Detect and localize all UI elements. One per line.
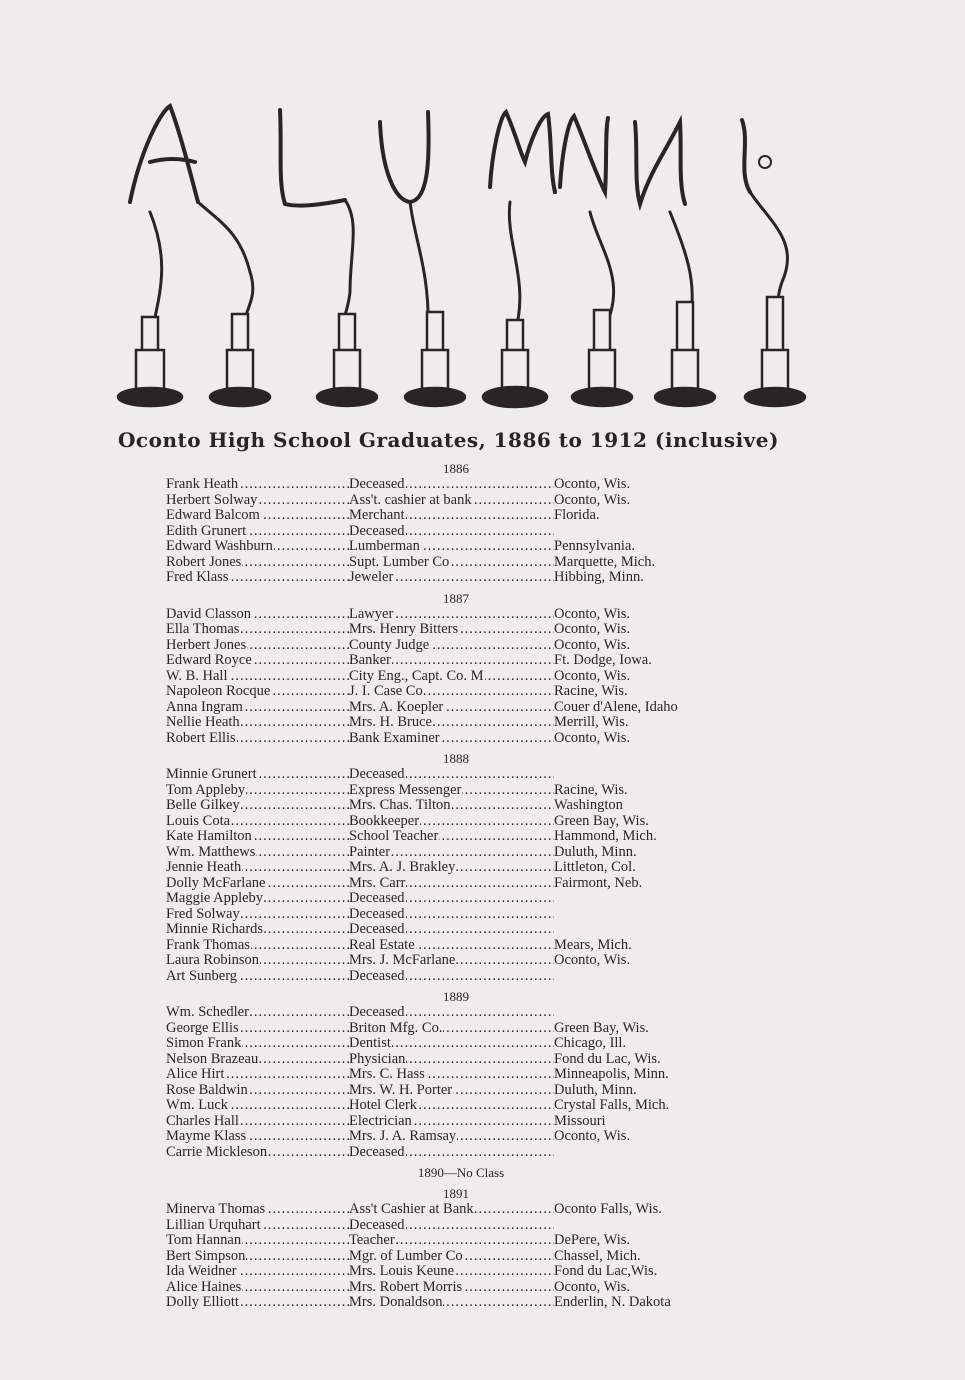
graduate-occupation: J. I. Case Co. ..... — [349, 684, 554, 700]
graduate-name: Laura Robinson ..... — [166, 953, 349, 969]
graduate-name: Ella Thomas ..... — [166, 622, 349, 638]
graduate-occupation: Lawyer ..... — [349, 607, 554, 623]
graduate-row — [166, 1052, 786, 1068]
graduate-name: Art Sunberg ..... — [166, 969, 349, 985]
graduate-occupation: Teacher ..... — [349, 1233, 554, 1249]
graduate-name: Belle Gilkey ..... — [166, 798, 349, 814]
graduate-name: Frank Thomas ..... — [166, 938, 349, 954]
graduate-name: Tom Hannan ..... — [166, 1233, 349, 1249]
class-year-heading: 1891 — [443, 1186, 469, 1201]
graduate-row — [166, 607, 786, 623]
graduate-name: Nellie Heath ..... — [166, 715, 349, 731]
graduate-occupation: Deceased ..... — [349, 477, 554, 493]
graduate-row — [166, 1249, 786, 1265]
graduate-name: Edith Grunert ..... — [166, 524, 349, 540]
graduate-occupation: Jeweler ..... — [349, 570, 554, 586]
graduate-location: Enderlin, N. Dakota — [554, 1295, 671, 1310]
graduate-occupation: Ass't. cashier at bank ..... — [349, 493, 554, 509]
graduate-occupation: Dentist ..... — [349, 1036, 554, 1052]
alumni-candles-illustration — [110, 92, 810, 422]
graduate-location: Oconto, Wis. — [554, 730, 631, 746]
graduate-name: Wm. Matthews ..... — [166, 845, 349, 861]
graduate-name: Dolly Elliott ..... — [166, 1295, 349, 1311]
graduate-location — [554, 969, 794, 985]
graduate-occupation: County Judge ..... — [349, 638, 554, 654]
graduate-location: Duluth, Minn. — [554, 1082, 637, 1098]
graduate-location: Oconto, Wis. — [554, 953, 631, 968]
graduate-name: Minerva Thomas ..... — [166, 1202, 349, 1218]
graduate-occupation: Deceased ..... — [349, 891, 554, 907]
graduate-occupation: Deceased ..... — [349, 969, 554, 985]
graduate-location: Racine, Wis. — [554, 782, 628, 798]
graduate-occupation: Banker ..... — [349, 653, 554, 669]
graduate-row — [166, 570, 786, 586]
graduate-occupation: Bank Examiner ..... — [349, 731, 554, 747]
graduate-name: Alice Haines ..... — [166, 1280, 349, 1296]
graduate-name: Minnie Grunert ..... — [166, 767, 349, 783]
graduate-name: Alice Hirt ..... — [166, 1067, 349, 1083]
graduate-location: Pennsylvania. — [554, 539, 635, 554]
graduate-location: Merrill, Wis. — [554, 715, 629, 730]
graduate-row — [166, 876, 786, 892]
graduate-occupation: Mrs. Louis Keune ..... — [349, 1264, 554, 1280]
graduate-name: Simon Frank ..... — [166, 1036, 349, 1052]
graduate-row — [166, 653, 786, 669]
graduate-row — [166, 684, 786, 700]
graduate-row — [166, 969, 786, 985]
graduate-name: Kate Hamilton ..... — [166, 829, 349, 845]
graduate-name: Louis Cota ..... — [166, 814, 349, 830]
graduate-row — [166, 1233, 786, 1249]
graduate-location — [554, 891, 794, 907]
graduate-occupation: Lumberman ..... — [349, 539, 554, 555]
graduate-occupation: Supt. Lumber Co ..... — [349, 555, 554, 571]
graduate-location: Fond du Lac,Wis. — [554, 1264, 658, 1279]
graduate-location: Racine, Wis. — [554, 684, 628, 699]
graduate-location: Oconto, Wis. — [554, 668, 631, 684]
graduate-name: Minnie Richards ..... — [166, 922, 349, 938]
graduate-location: Oconto, Wis. — [554, 637, 631, 653]
graduate-location: Hammond, Mich. — [554, 829, 657, 844]
graduate-row — [166, 539, 786, 555]
graduate-row — [166, 860, 786, 876]
graduate-occupation: Mrs. Chas. Tilton ..... — [349, 798, 554, 814]
graduate-location: Washington — [554, 798, 623, 813]
graduate-occupation: City Eng., Capt. Co. M ..... — [349, 669, 554, 685]
graduate-row — [166, 1083, 786, 1099]
graduate-row — [166, 638, 786, 654]
graduate-row — [166, 1295, 786, 1311]
graduate-name: Robert Jones ..... — [166, 555, 349, 571]
graduate-location — [554, 907, 794, 923]
graduate-row — [166, 1145, 786, 1161]
graduate-row — [166, 1036, 786, 1052]
class-year-heading: 1890—No Class — [417, 1165, 505, 1180]
graduate-occupation: Mrs. C. Hass ..... — [349, 1067, 554, 1083]
graduate-row — [166, 1280, 786, 1296]
graduate-location: Oconto, Wis. — [554, 492, 631, 508]
graduate-occupation: Express Messenger ..... — [349, 783, 554, 799]
graduate-occupation: Mrs. W. H. Porter ..... — [349, 1083, 554, 1099]
class-year-heading: 1887 — [443, 590, 469, 606]
graduate-location — [554, 1005, 794, 1021]
graduate-location: Oconto, Wis. — [554, 1129, 631, 1144]
graduate-location: Chassel, Mich. — [554, 1248, 641, 1264]
graduate-occupation: Mrs. Donaldson ..... — [349, 1295, 554, 1311]
graduate-location: Green Bay, Wis. — [554, 1020, 649, 1036]
graduate-location: Mears, Mich. — [554, 937, 632, 953]
graduate-location: Fairmont, Neb. — [554, 875, 643, 891]
graduate-row — [166, 1114, 786, 1130]
graduate-occupation: Mgr. of Lumber Co ..... — [349, 1249, 554, 1265]
graduate-name: Herbert Solway ..... — [166, 493, 349, 509]
graduate-location: Oconto, Wis. — [554, 622, 631, 637]
graduate-row — [166, 907, 786, 923]
graduate-occupation: Mrs. J. A. Ramsay ..... — [349, 1129, 554, 1145]
graduate-row — [166, 1129, 786, 1145]
class-year-heading: 1886 — [443, 461, 469, 476]
graduate-row — [166, 622, 786, 638]
graduate-name: David Classon ..... — [166, 607, 349, 623]
graduate-location: Green Bay, Wis. — [554, 813, 649, 829]
graduate-location: Ft. Dodge, Iowa. — [554, 653, 652, 668]
graduate-occupation: Mrs. H. Bruce ..... — [349, 715, 554, 731]
graduate-location: Oconto, Wis. — [554, 606, 631, 622]
graduate-occupation: Merchant ..... — [349, 508, 554, 524]
graduate-name: Napoleon Rocque ..... — [166, 684, 349, 700]
graduate-name: Fred Klass ..... — [166, 570, 349, 586]
graduate-location: Littleton, Col. — [554, 860, 636, 875]
graduate-occupation: Deceased ..... — [349, 767, 554, 783]
graduate-occupation: Deceased ..... — [349, 524, 554, 540]
page-subtitle: Oconto High School Graduates, 1886 to 1912 (inclusive) — [118, 428, 779, 452]
graduate-location — [554, 1145, 794, 1161]
graduate-name: Mayme Klass ..... — [166, 1129, 349, 1145]
graduate-name: Wm. Schedler ..... — [166, 1005, 349, 1021]
graduate-row — [166, 731, 786, 747]
graduate-name: Jennie Heath ..... — [166, 860, 349, 876]
graduate-occupation: Deceased ..... — [349, 1005, 554, 1021]
graduate-name: Ida Weidner ..... — [166, 1264, 349, 1280]
graduate-row — [166, 1264, 786, 1280]
graduate-row — [166, 493, 786, 509]
graduate-location: Chicago, Ill. — [554, 1036, 627, 1051]
graduate-name: Bert Simpson ..... — [166, 1249, 349, 1265]
graduate-name: Frank Heath ..... — [166, 477, 349, 493]
graduate-name: W. B. Hall ..... — [166, 669, 349, 685]
graduate-location: Minneapolis, Minn. — [554, 1067, 669, 1082]
graduate-row — [166, 891, 786, 907]
class-year-heading: 1889 — [443, 989, 469, 1004]
graduate-name: Edward Balcom ..... — [166, 508, 349, 524]
graduate-name: Robert Ellis ..... — [166, 731, 349, 747]
graduate-name: Edward Royce ..... — [166, 653, 349, 669]
graduate-location: Oconto, Wis. — [554, 1279, 631, 1295]
graduate-location: Hibbing, Minn. — [554, 570, 644, 585]
graduate-occupation: Mrs. A. Koepler ..... — [349, 700, 554, 716]
graduate-name: Charles Hall ..... — [166, 1114, 349, 1130]
graduate-location: Duluth, Minn. — [554, 844, 637, 860]
graduate-location: Crystal Falls, Mich. — [554, 1098, 670, 1113]
graduate-occupation: Mrs. Carr ..... — [349, 876, 554, 892]
graduate-row — [166, 767, 786, 783]
graduate-occupation: Bookkeeper ..... — [349, 814, 554, 830]
graduate-row — [166, 477, 786, 493]
graduate-location: Oconto, Wis. — [554, 477, 631, 492]
graduate-row — [166, 783, 786, 799]
graduate-row — [166, 845, 786, 861]
graduate-row — [166, 798, 786, 814]
graduate-row — [166, 669, 786, 685]
graduate-occupation: Electrician ..... — [349, 1114, 554, 1130]
graduate-name: Wm. Luck ..... — [166, 1098, 349, 1114]
graduate-row — [166, 1202, 786, 1218]
graduate-occupation: Deceased ..... — [349, 1218, 554, 1234]
graduate-row — [166, 938, 786, 954]
graduate-name: Carrie Mickleson ..... — [166, 1145, 349, 1161]
graduate-name: Nelson Brazeau ..... — [166, 1052, 349, 1068]
graduate-location: Oconto Falls, Wis. — [554, 1202, 662, 1217]
graduate-occupation: Mrs. J. McFarlane ..... — [349, 953, 554, 969]
graduate-occupation: Physician ..... — [349, 1052, 554, 1068]
graduate-row — [166, 1005, 786, 1021]
graduate-location — [554, 524, 794, 540]
graduate-row — [166, 814, 786, 830]
graduates-roster — [166, 460, 786, 1311]
graduate-name: George Ellis ..... — [166, 1021, 349, 1037]
graduate-name: Anna Ingram ..... — [166, 700, 349, 716]
graduate-name: Edward Washburn ..... — [166, 539, 349, 555]
graduate-name: Rose Baldwin ..... — [166, 1083, 349, 1099]
graduate-row — [166, 1098, 786, 1114]
graduate-row — [166, 953, 786, 969]
graduate-occupation: School Teacher ..... — [349, 829, 554, 845]
graduate-row — [166, 524, 786, 540]
graduate-name: Lillian Urquhart ..... — [166, 1218, 349, 1234]
graduate-location: Fond du Lac, Wis. — [554, 1051, 661, 1067]
graduate-occupation: Mrs. Robert Morris ..... — [349, 1280, 554, 1296]
graduate-name: Tom Appleby ..... — [166, 783, 349, 799]
graduate-occupation: Mrs. A. J. Brakley ..... — [349, 860, 554, 876]
graduate-location: Couer d'Alene, Idaho — [554, 699, 678, 715]
graduate-name: Dolly McFarlane ..... — [166, 876, 349, 892]
graduate-occupation: Deceased ..... — [349, 907, 554, 923]
class-year-heading: 1888 — [443, 751, 469, 766]
graduate-occupation: Ass't Cashier at Bank ..... — [349, 1202, 554, 1218]
graduate-location — [554, 767, 794, 783]
graduate-location: Marquette, Mich. — [554, 554, 656, 570]
graduate-row — [166, 829, 786, 845]
graduate-location: DePere, Wis. — [554, 1233, 631, 1248]
graduate-occupation: Real Estate ..... — [349, 938, 554, 954]
graduate-row — [166, 715, 786, 731]
graduate-name: Herbert Jones ..... — [166, 638, 349, 654]
graduate-location — [554, 1218, 794, 1234]
graduate-row — [166, 1218, 786, 1234]
graduate-row — [166, 508, 786, 524]
graduate-occupation: Mrs. Henry Bitters ..... — [349, 622, 554, 638]
graduate-occupation: Hotel Clerk ..... — [349, 1098, 554, 1114]
graduate-name: Fred Solway ..... — [166, 907, 349, 923]
graduate-row — [166, 555, 786, 571]
graduate-row — [166, 922, 786, 938]
graduate-row — [166, 1067, 786, 1083]
graduate-occupation: Painter ..... — [349, 845, 554, 861]
graduate-occupation: Deceased ..... — [349, 922, 554, 938]
graduate-location: Missouri — [554, 1113, 606, 1129]
graduate-occupation: Briton Mfg. Co. ..... — [349, 1021, 554, 1037]
graduate-location: Florida. — [554, 508, 600, 523]
graduate-name: Maggie Appleby ..... — [166, 891, 349, 907]
graduate-row — [166, 1021, 786, 1037]
graduate-row — [166, 700, 786, 716]
graduate-occupation: Deceased ..... — [349, 1145, 554, 1161]
graduate-location — [554, 922, 794, 938]
